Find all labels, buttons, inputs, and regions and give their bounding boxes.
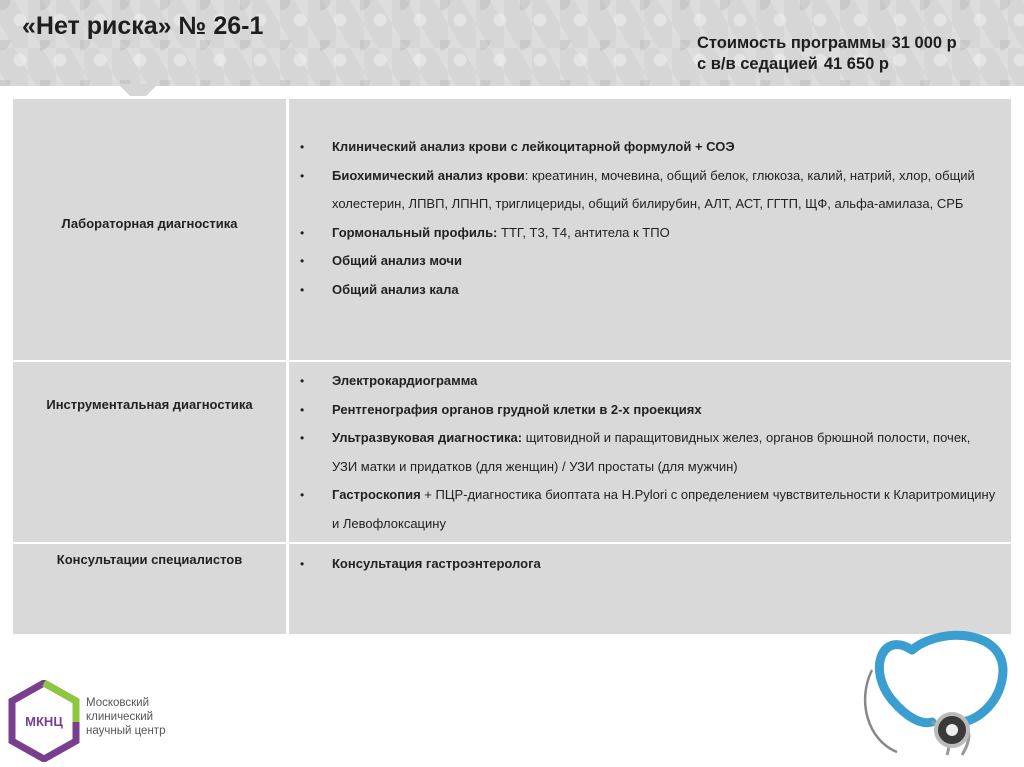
item-text: : креатинин, мочевина, общий белок, глюкоза, калий, натрий, хлор, общий холестерин, ЛПВП, ЛПНП, триглицериды, общий билирубин, АЛТ, АСТ, ГГТП, ЩФ, альфа-амилаза, СРБ <box>332 167 975 211</box>
table-row-consult <box>13 543 1012 635</box>
price-line-1 <box>697 33 957 54</box>
table-row-lab <box>13 98 1012 361</box>
item-title: Гастроскопия <box>332 487 421 502</box>
item-title: Клинический анализ крови с лейкоцитарной формулой + СОЭ <box>332 139 735 154</box>
price-value-sedation: 41 650 р <box>823 55 889 73</box>
item-list <box>290 550 1010 579</box>
item-title: Общий анализ мочи <box>332 253 462 268</box>
items-cell <box>288 543 1012 635</box>
price-label: Стоимость программы <box>697 34 886 52</box>
list-item <box>290 219 1010 248</box>
list-item <box>290 162 1010 219</box>
item-title: Электрокардиограмма <box>332 373 478 388</box>
table-row-instrumental <box>13 361 1012 543</box>
price-line-2 <box>697 54 957 75</box>
item-text: ТТГ, Т3, Т4, антитела к ТПО <box>497 224 670 240</box>
list-item <box>290 481 1010 538</box>
stethoscope-icon <box>852 630 1012 760</box>
logo-line: Московский <box>86 697 150 709</box>
list-item <box>290 276 1010 305</box>
category-cell <box>13 543 288 635</box>
list-item <box>290 396 1010 425</box>
item-text: + ПЦР-диагностика биоптата на H.Pylori с определением чувствительности к Кларитромицину и Левофлоксацину <box>332 487 996 531</box>
category-label: Консультации специалистов <box>56 552 243 567</box>
price-value: 31 000 р <box>891 34 957 52</box>
item-list <box>290 133 1010 304</box>
list-item <box>290 550 1010 579</box>
list-item <box>290 133 1010 162</box>
item-text: щитовидной и паращитовидных желез, органов брюшной полости, почек, УЗИ матки и придатков (для женщин) / УЗИ простаты (для мужчин) <box>332 430 971 474</box>
price-block <box>697 33 957 75</box>
category-cell <box>13 361 288 543</box>
item-list <box>290 367 1010 538</box>
header-notch <box>118 84 158 96</box>
list-item <box>290 247 1010 276</box>
mknc-logo <box>8 680 80 762</box>
category-cell <box>13 98 288 361</box>
item-title: Рентгенография органов грудной клетки в 2-х проекциях <box>332 401 702 417</box>
category-label: Лабораторная диагностика <box>61 216 238 231</box>
list-item <box>290 424 1010 481</box>
item-title: Консультация гастроэнтеролога <box>332 556 541 571</box>
item-title: Ультразвуковая диагностика: <box>332 430 523 445</box>
logo-line: научный центр <box>86 725 166 737</box>
item-title: Гормональный профиль: <box>332 224 498 240</box>
logo-line: клинический <box>86 711 154 723</box>
program-table <box>12 97 1012 636</box>
item-title: Общий анализ кала <box>332 281 459 297</box>
list-item <box>290 367 1010 396</box>
page-title: «Нет риска» № 26-1 <box>22 12 264 40</box>
logo-text <box>86 696 165 738</box>
price-label-sedation: с в/в седацией <box>697 55 818 73</box>
logo-abbr: МКНЦ <box>25 714 63 729</box>
items-cell <box>288 361 1012 543</box>
items-cell <box>288 98 1012 361</box>
category-label: Инструментальная диагностика <box>46 397 253 412</box>
item-title: Биохимический анализ крови <box>332 167 525 183</box>
